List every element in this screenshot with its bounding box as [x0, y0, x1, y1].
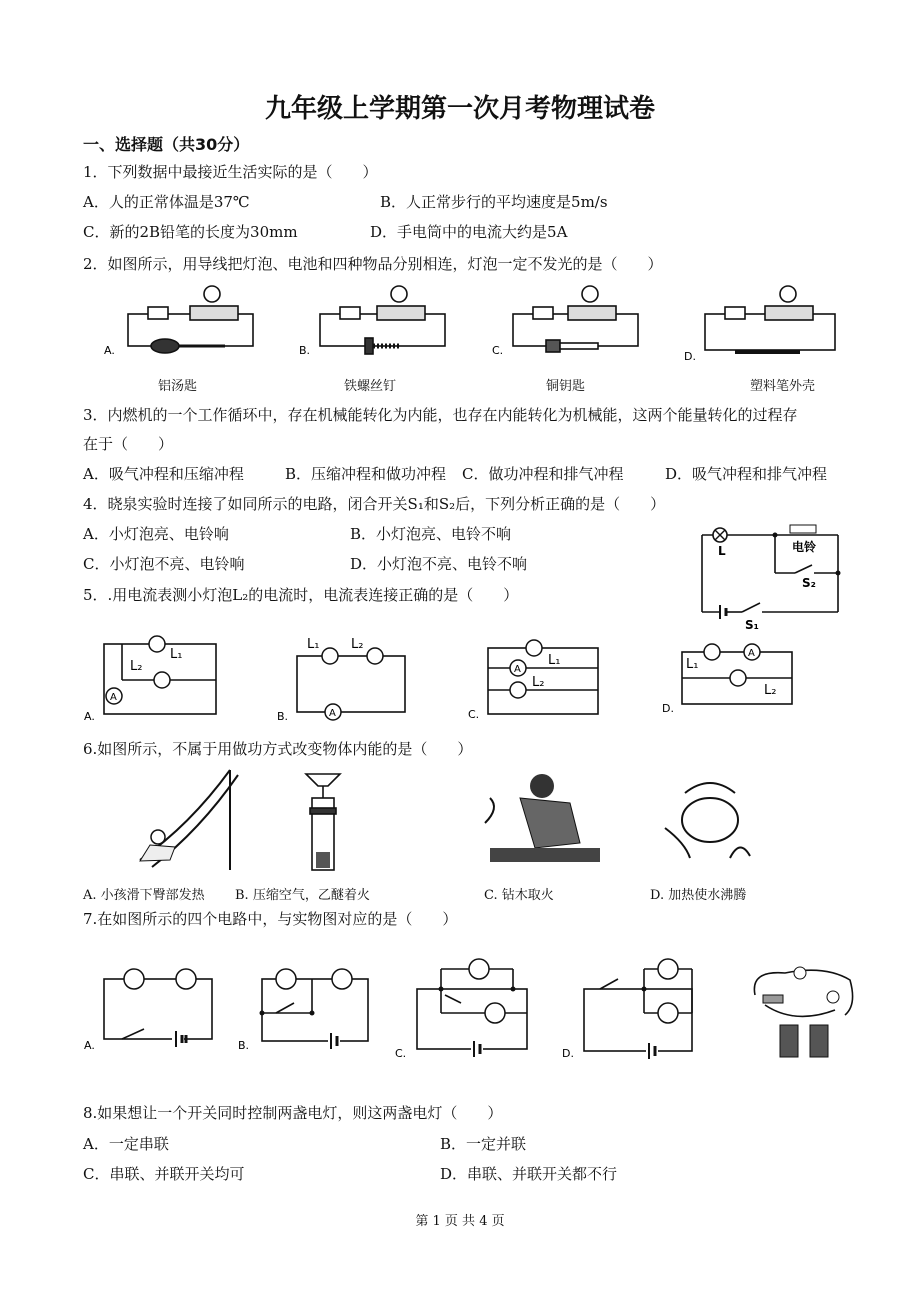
- q4-stem: 4．晓泉实验时连接了如同所示的电路，闭合开关S₁和S₂后，下列分析正确的是（ ）: [83, 495, 666, 513]
- q5-a-l1: L₁: [170, 647, 183, 662]
- q8-option-b: B．一定并联: [440, 1135, 527, 1153]
- q6-kettle-image: [655, 768, 755, 863]
- q1-stem: 1．下列数据中最接近生活实际的是（ ）: [83, 163, 378, 181]
- q6-option-b: B. 压缩空气，乙醚着火: [235, 888, 370, 903]
- q7-label-c: C.: [395, 1047, 407, 1060]
- q5-label-a: A.: [84, 710, 95, 723]
- q5-d-ammeter: A: [748, 648, 755, 659]
- q7-label-a: A.: [84, 1039, 95, 1052]
- q7-circuit-d: [560, 955, 705, 1065]
- q5-stem: 5．.用电流表测小灯泡L₂的电流时，电流表连接正确的是（ ）: [83, 586, 519, 604]
- q5-c-l2: L₂: [532, 675, 545, 690]
- q4-option-c: C．小灯泡不亮、电铃响: [83, 555, 245, 573]
- q3-option-b: B．压缩冲程和做功冲程: [285, 465, 447, 483]
- q8-option-c: C．串联、并联开关均可: [83, 1165, 245, 1183]
- q5-d-l1: L₁: [686, 657, 699, 672]
- q5-c-ammeter: A: [514, 664, 521, 675]
- q6-pump-image: [298, 770, 348, 875]
- q4-label-bell: 电铃: [792, 540, 817, 554]
- q6-option-a: A. 小孩滑下臀部发热: [83, 888, 205, 903]
- q5-d-l2: L₂: [764, 683, 777, 698]
- page-footer: 第 1 页 共 4 页: [415, 1214, 505, 1229]
- q2-stem: 2．如图所示，用导线把灯泡、电池和四种物品分别相连，灯泡一定不发光的是（ ）: [83, 255, 663, 273]
- q5-circuit-c: [466, 630, 616, 725]
- page-title: 九年级上学期第一次月考物理试卷: [264, 94, 655, 124]
- q5-label-c: C.: [468, 708, 480, 721]
- q5-circuit-d: [660, 630, 810, 725]
- q2-label-d: D.: [684, 350, 696, 363]
- q1-option-c: C．新的2B铅笔的长度为30mm: [83, 223, 298, 241]
- q2-figure-c: [488, 280, 658, 365]
- q5-label-b: B.: [277, 710, 289, 723]
- q5-c-l1: L₁: [548, 653, 561, 668]
- q6-stem: 6.如图所示，不属于用做功方式改变物体内能的是（ ）: [83, 740, 473, 758]
- q5-circuit-b: [275, 630, 425, 725]
- q4-circuit-figure: [690, 515, 850, 635]
- q2-figure-a: [100, 280, 270, 365]
- q4-label-l: L: [718, 544, 726, 558]
- q2-figure-b: [295, 280, 465, 365]
- q3-option-c: C．做功冲程和排气冲程: [462, 465, 624, 483]
- q4-label-s2: S₂: [802, 576, 816, 590]
- q7-circuit-c: [393, 955, 538, 1065]
- q3-stem-line2: 在于（ ）: [83, 435, 174, 453]
- q7-circuit-b: [236, 955, 376, 1055]
- q4-option-a: A．小灯泡亮、电铃响: [83, 525, 229, 543]
- q1-option-a: A．人的正常体温是37℃: [83, 193, 250, 211]
- q8-option-a: A．一定串联: [83, 1135, 169, 1153]
- q4-option-b: B．小灯泡亮、电铃不响: [350, 525, 512, 543]
- q3-stem-line1: 3．内燃机的一个工作循环中，存在机械能转化为内能，也存在内能转化为机械能，这两个能量转化的过程存: [83, 406, 798, 424]
- q6-slide-image: [120, 765, 240, 875]
- q2-label-a: A.: [104, 344, 115, 357]
- q5-label-d: D.: [662, 702, 674, 715]
- q5-b-l1: L₁: [307, 637, 320, 652]
- q8-stem: 8.如果想让一个开关同时控制两盏电灯，则这两盏电灯（ ）: [83, 1104, 503, 1122]
- q5-b-ammeter: A: [329, 708, 336, 719]
- q1-option-b: B．人正常步行的平均速度是5m/s: [380, 193, 608, 211]
- q2-figure-d: [680, 280, 850, 365]
- q2-label-b: B.: [299, 344, 311, 357]
- q2-caption-d: 塑料笔外壳: [750, 379, 816, 394]
- q5-circuit-a: [82, 630, 232, 725]
- q7-physical-circuit-image: [745, 955, 860, 1070]
- q4-option-d: D．小灯泡不亮、电铃不响: [350, 555, 528, 573]
- q2-caption-c: 铜钥匙: [546, 379, 586, 394]
- q2-caption-a: 铝汤匙: [158, 379, 198, 394]
- q5-b-l2: L₂: [351, 637, 364, 652]
- q7-label-d: D.: [562, 1047, 574, 1060]
- q5-a-l2: L₂: [130, 659, 143, 674]
- q3-option-a: A．吸气冲程和压缩冲程: [83, 465, 244, 483]
- q7-label-b: B.: [238, 1039, 250, 1052]
- q6-option-c: C. 钻木取火: [484, 888, 554, 903]
- section-heading: 一、选择题（共30分）: [83, 135, 250, 154]
- q3-option-d: D．吸气冲程和排气冲程: [665, 465, 828, 483]
- q2-caption-b: 铁螺丝钉: [344, 379, 397, 394]
- q1-option-d: D．手电筒中的电流大约是5A: [370, 223, 568, 241]
- q7-circuit-a: [82, 955, 222, 1055]
- q7-stem: 7.在如图所示的四个电路中，与实物图对应的是（ ）: [83, 910, 458, 928]
- q2-label-c: C.: [492, 344, 504, 357]
- q4-label-s1: S₁: [745, 618, 759, 632]
- q6-drill-image: [480, 768, 610, 873]
- q8-option-d: D．串联、并联开关都不行: [440, 1165, 618, 1183]
- q6-option-d: D. 加热使水沸腾: [650, 888, 747, 903]
- q5-a-ammeter: A: [110, 692, 117, 703]
